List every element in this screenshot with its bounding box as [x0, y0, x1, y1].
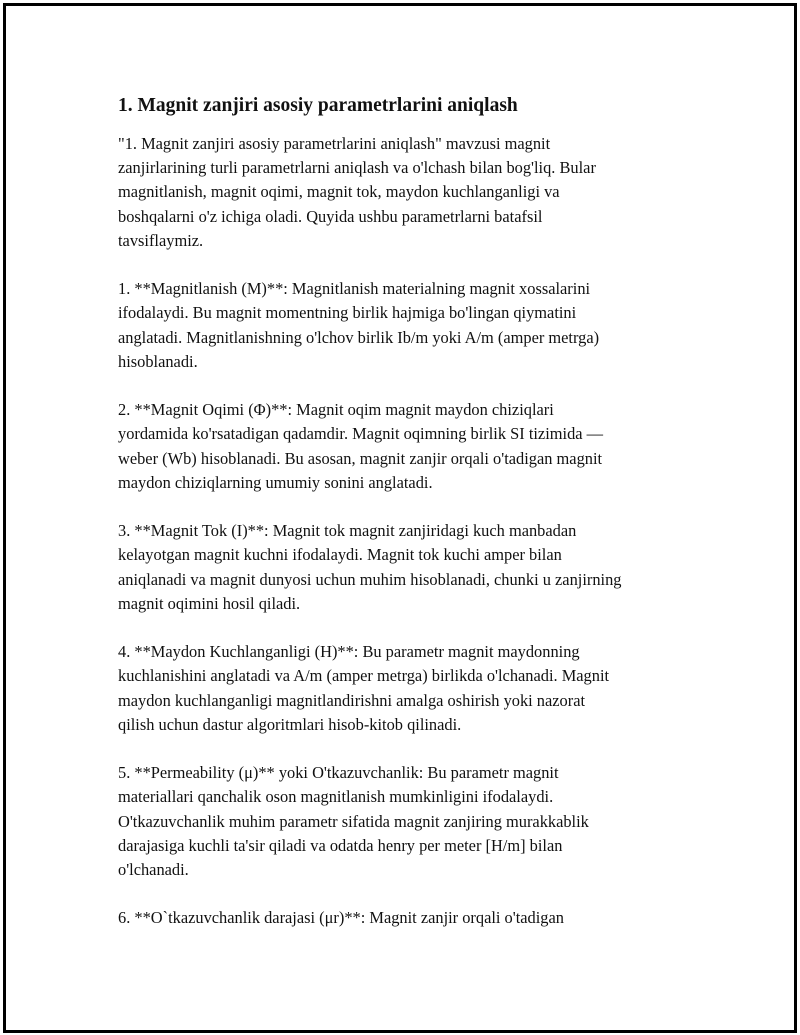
paragraph-line: materiallari qanchalik oson magnitlanish mumkinligini ifodalaydi.: [118, 787, 554, 807]
paragraph-line: 4. **Maydon Kuchlanganligi (H)**: Bu parametr magnit maydonning: [118, 642, 580, 662]
paragraph-line: hisoblanadi.: [118, 351, 198, 371]
paragraph-line: ifodalaydi. Bu magnit momentning birlik hajmiga bo'lingan qiymatini: [118, 303, 577, 323]
paragraph-line: "1. Magnit zanjiri asosiy parametrlarini aniqlash" mavzusi magnit: [118, 134, 551, 153]
paragraph-line: 6. **O`tkazuvchanlik darajasi (μr)**: Magnit zanjir orqali o'tadigan: [118, 908, 564, 928]
magnetization-paragraph: [118, 277, 698, 374]
paragraph-line: o'lchanadi.: [118, 860, 189, 880]
document-title: 1. Magnit zanjiri asosiy parametrlarini aniqlash: [118, 95, 518, 116]
paragraph-line: boshqalarni o'z ichiga oladi. Quyida ushbu parametrlarni batafsil: [118, 206, 543, 226]
paragraph-line: 1. **Magnitlanish (M)**: Magnitlanish materialning magnit xossalarini: [118, 279, 591, 299]
field-strength-paragraph: [118, 640, 698, 737]
paragraph-line: qilish uchun dastur algoritmlari hisob-kitob qilinadi.: [118, 714, 462, 734]
paragraph-line: tavsiflaymiz.: [118, 230, 204, 250]
paragraph-line: maydon chiziqlarning umumiy sonini anglatadi.: [118, 472, 433, 492]
paragraph-line: 3. **Magnit Tok (I)**: Magnit tok magnit zanjiridagi kuch manbadan: [118, 521, 577, 541]
paragraph-line: magnitlanish, magnit oqimi, magnit tok, maydon kuchlanganligi va: [118, 182, 560, 202]
relative-permeability-paragraph: [118, 906, 698, 930]
permeability-paragraph: [118, 761, 698, 882]
magnetic-flux-paragraph: [118, 398, 698, 495]
paragraph-line: darajasiga kuchli ta'sir qiladi va odatda henry per meter [H/m] bilan: [118, 835, 563, 855]
paragraph-line: 5. **Permeability (μ)** yoki O'tkazuvchanlik: Bu parametr magnit: [118, 763, 559, 783]
magnetic-current-paragraph: [118, 519, 698, 616]
document-body: [118, 94, 698, 955]
paragraph-line: weber (Wb) hisoblanadi. Bu asosan, magnit zanjir orqali o'tadigan magnit: [118, 448, 603, 468]
paragraph-line: anglatadi. Magnitlanishning o'lchov birlik Ib/m yoki A/m (amper metrga): [118, 327, 600, 347]
intro-paragraph: [118, 132, 698, 253]
paragraph-line: 2. **Magnit Oqimi (Φ)**: Magnit oqim magnit maydon chiziqlari: [118, 400, 554, 420]
paragraph-line: zanjirlarining turli parametrlarni aniqlash va o'lchash bilan bog'liq. Bular: [118, 158, 596, 178]
paragraph-line: aniqlanadi va magnit dunyosi uchun muhim hisoblanadi, chunki u zanjirning: [118, 569, 622, 589]
paragraph-line: O'tkazuvchanlik muhim parametr sifatida magnit zanjiring murakkablik: [118, 811, 589, 831]
paragraph-line: magnit oqimini hosil qiladi.: [118, 593, 301, 613]
paragraph-line: kuchlanishini anglatadi va A/m (amper metrga) birlikda o'lchanadi. Magnit: [118, 666, 610, 686]
paragraph-line: yordamida ko'rsatadigan qadamdir. Magnit oqimning birlik SI tizimida —: [118, 424, 604, 444]
paragraph-line: maydon kuchlanganligi magnitlandirishni amalga oshirish yoki nazorat: [118, 690, 586, 710]
paragraph-line: kelayotgan magnit kuchni ifodalaydi. Magnit tok kuchi amper bilan: [118, 545, 562, 565]
